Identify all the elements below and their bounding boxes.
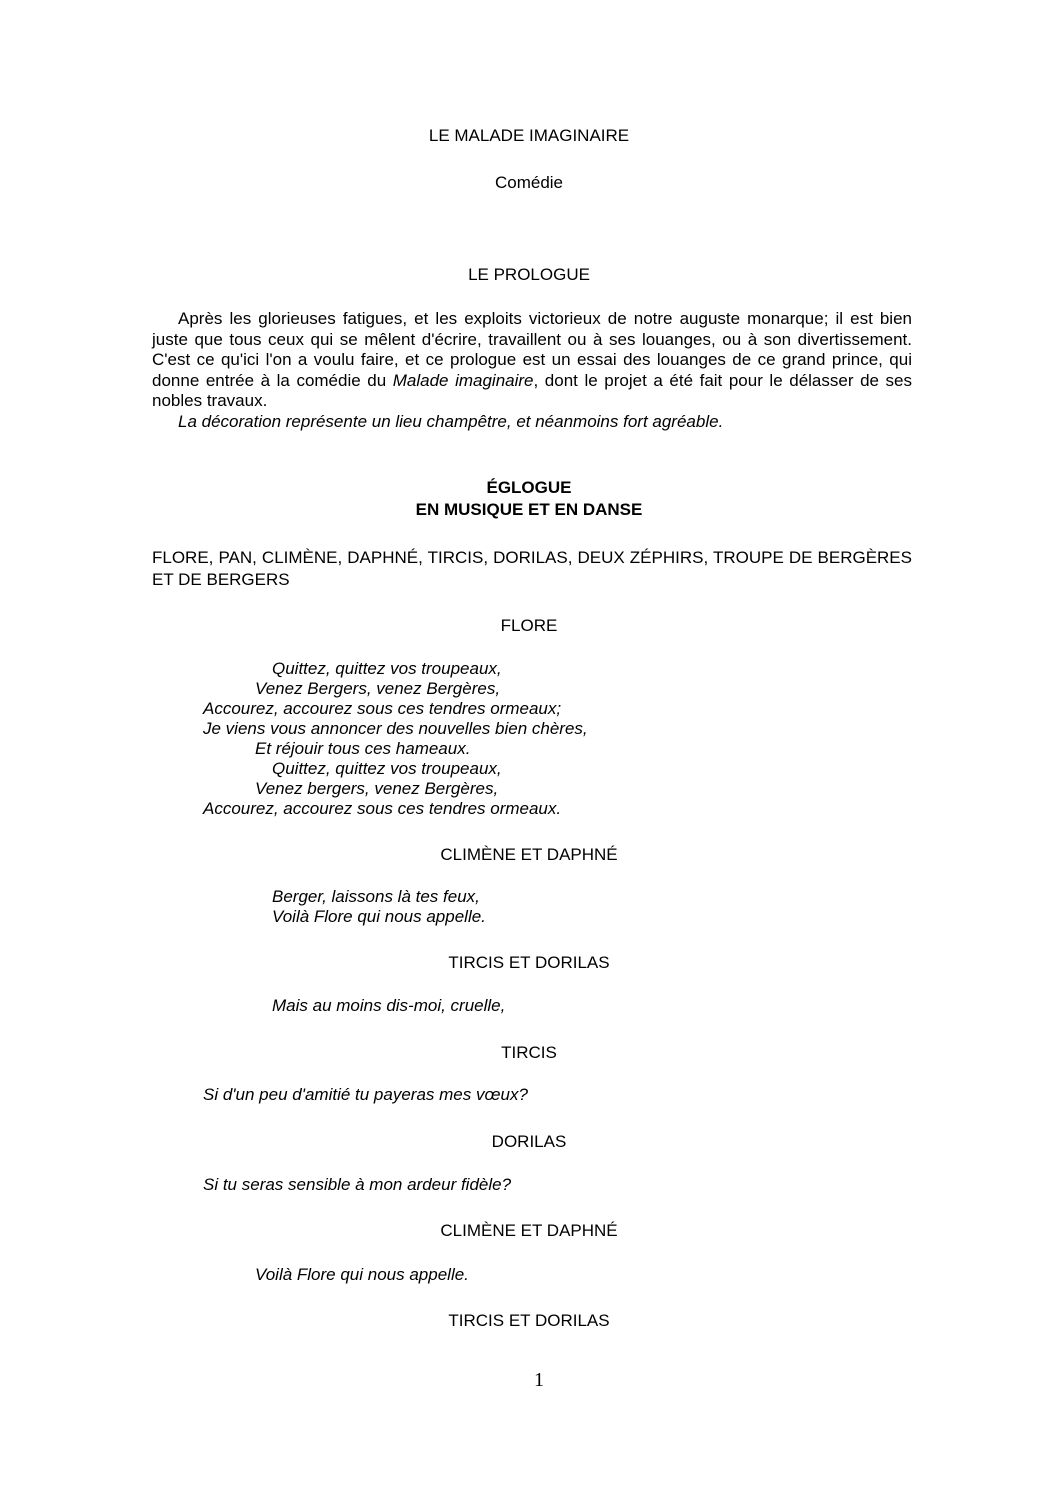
prologue-paragraph bbox=[152, 309, 912, 412]
verse-line: Quittez, quittez vos troupeaux, bbox=[272, 759, 502, 778]
speaker-tircis-dorilas: TIRCIS ET DORILAS bbox=[448, 1311, 610, 1330]
verse-line: Venez bergers, venez Bergères, bbox=[255, 779, 499, 798]
speaker-dorilas: DORILAS bbox=[491, 1132, 567, 1151]
eglogue-heading: ÉGLOGUE bbox=[486, 478, 572, 497]
verse-line: Je viens vous annoncer des nouvelles bien chères, bbox=[203, 719, 588, 738]
document-title: LE MALADE IMAGINAIRE bbox=[428, 126, 630, 145]
verse-line: Quittez, quittez vos troupeaux, bbox=[272, 659, 502, 678]
document-subtitle: Comédie bbox=[494, 173, 564, 192]
verse-line: Si tu seras sensible à mon ardeur fidèle? bbox=[203, 1175, 512, 1194]
verse-line: Voilà Flore qui nous appelle. bbox=[255, 1265, 469, 1284]
stage-direction: La décoration représente un lieu champêtre, et néanmoins fort agréable. bbox=[178, 411, 724, 431]
verse-line: Accourez, accourez sous ces tendres ormeaux. bbox=[203, 799, 562, 818]
speaker-flore: FLORE bbox=[500, 616, 558, 635]
page-number: 1 bbox=[534, 1369, 544, 1391]
prologue-heading: LE PROLOGUE bbox=[468, 265, 590, 284]
verse-line: Et réjouir tous ces hameaux. bbox=[255, 739, 471, 758]
verse-line: Mais au moins dis-moi, cruelle, bbox=[272, 996, 506, 1015]
verse-line: Voilà Flore qui nous appelle. bbox=[272, 907, 486, 926]
prologue-text bbox=[152, 309, 912, 432]
cast-list: FLORE, PAN, CLIMÈNE, DAPHNÉ, TIRCIS, DORILAS, DEUX ZÉPHIRS, TROUPE DE BERGÈRES ET DE BERGERS bbox=[152, 548, 912, 589]
verse-line: Venez Bergers, venez Bergères, bbox=[255, 679, 501, 698]
eglogue-subheading: EN MUSIQUE ET EN DANSE bbox=[415, 500, 643, 519]
speaker-tircis: TIRCIS bbox=[501, 1043, 557, 1062]
verse-line: Accourez, accourez sous ces tendres ormeaux; bbox=[203, 699, 562, 718]
speaker-climene-daphne: CLIMÈNE ET DAPHNÉ bbox=[440, 1221, 618, 1240]
verse-line: Berger, laissons là tes feux, bbox=[272, 887, 480, 906]
play-title-italic: Malade imaginaire bbox=[392, 370, 534, 390]
speaker-tircis-dorilas: TIRCIS ET DORILAS bbox=[448, 953, 610, 972]
speaker-climene-daphne: CLIMÈNE ET DAPHNÉ bbox=[440, 845, 618, 864]
prologue-text-part: , dont le projet a été fait pour le délasser de ses nobles travaux. bbox=[152, 370, 912, 410]
verse-line: Si d'un peu d'amitié tu payeras mes vœux? bbox=[203, 1085, 528, 1104]
prologue-text-part: Après les glorieuses fatigues, et les exploits victorieux de notre auguste monarque; il est bien juste que tous ceux qui se mêlent d'écrire, travaillent ou à ses louanges, ou à son divertissement. C'est ce qu'ici l'on a voulu faire, et ce prologue est un essai des louanges de ce grand prince, qui donne entrée à la comédie du bbox=[152, 309, 912, 390]
